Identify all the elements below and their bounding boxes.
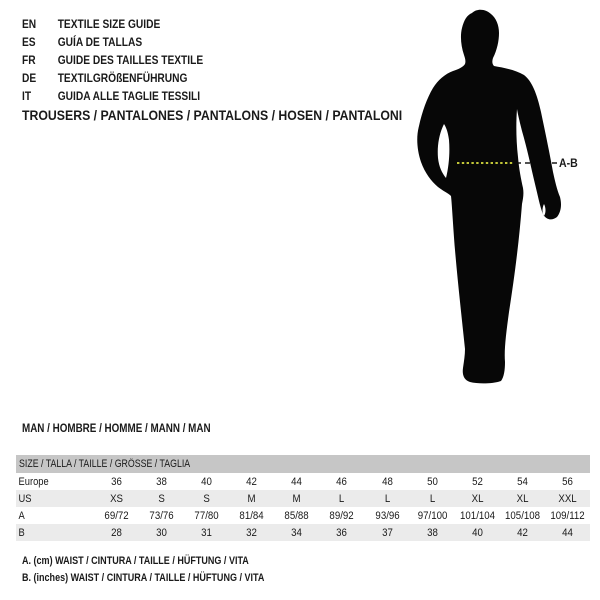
- table-cell: 34: [291, 526, 303, 539]
- table-cell: 85/88: [284, 509, 310, 522]
- table-cell: 44: [562, 526, 573, 539]
- language-code: EN: [22, 16, 37, 31]
- table-row: [16, 473, 590, 490]
- table-row: [16, 524, 590, 541]
- man-silhouette-icon: [400, 0, 600, 420]
- table-cell: 89/92: [329, 509, 355, 522]
- table-cell: XL: [471, 492, 484, 505]
- table-cell: 56: [562, 475, 573, 488]
- table-row: [16, 507, 590, 524]
- table-cell: 105/108: [504, 509, 540, 522]
- footnote-b: B. (inches) WAIST / CINTURA / TAILLE / HÜFTUNG / VITA: [22, 572, 265, 585]
- table-cell: L: [384, 492, 390, 505]
- table-cell: 46: [336, 475, 348, 488]
- language-label: TEXTILE SIZE GUIDE: [57, 16, 161, 31]
- table-cell: 40: [201, 475, 213, 488]
- table-cell: 36: [111, 475, 122, 488]
- table-cell: M: [292, 492, 301, 505]
- table-row: [16, 490, 590, 507]
- language-row: [22, 15, 203, 33]
- language-label: GUIDA ALLE TAGLIE TESSILI: [57, 88, 201, 103]
- table-cell: 109/112: [550, 509, 585, 522]
- table-cell: 44: [291, 475, 303, 488]
- table-cell: S: [158, 492, 165, 505]
- table-header: [16, 455, 590, 473]
- footnotes: [22, 552, 318, 587]
- language-row: [22, 51, 203, 69]
- gender-label: MAN / HOMBRE / HOMME / MANN / MAN: [22, 421, 211, 435]
- language-list: [22, 15, 235, 104]
- size-table: [16, 455, 590, 541]
- table-cell: 36: [336, 526, 348, 539]
- language-row: [22, 87, 203, 105]
- table-cell: 37: [381, 526, 393, 539]
- language-row: [22, 69, 203, 87]
- table-cell: 38: [156, 475, 168, 488]
- language-row: [22, 33, 203, 51]
- table-cell: 52: [471, 475, 483, 488]
- table-cell: 77/80: [194, 509, 219, 522]
- row-label: B: [18, 526, 25, 539]
- table-cell: 42: [246, 475, 258, 488]
- measure-label: A-B: [559, 156, 578, 170]
- table-cell: M: [247, 492, 256, 505]
- language-label: GUIDE DES TAILLES TEXTILE: [57, 52, 204, 67]
- language-label: GUÍA DE TALLAS: [57, 34, 143, 49]
- table-cell: 40: [471, 526, 483, 539]
- table-cell: 81/84: [239, 509, 264, 522]
- language-code: IT: [22, 88, 32, 103]
- table-cell: 54: [517, 475, 528, 488]
- row-label: Europe: [18, 475, 49, 488]
- table-cell: 69/72: [104, 509, 129, 522]
- row-label: A: [18, 509, 25, 522]
- table-cell: L: [429, 492, 435, 505]
- table-body: [16, 473, 590, 541]
- table-cell: 93/96: [374, 509, 400, 522]
- language-code: DE: [22, 70, 37, 85]
- language-code: FR: [22, 52, 36, 67]
- table-cell: 50: [426, 475, 438, 488]
- table-cell: 28: [111, 526, 122, 539]
- table-header-label: SIZE / TALLA / TAILLE / GRÖSSE / TAGLIA: [19, 458, 191, 470]
- table-cell: 38: [426, 526, 438, 539]
- table-cell: L: [339, 492, 345, 505]
- language-label: TEXTILGRÖßENFÜHRUNG: [57, 70, 188, 85]
- table-cell: 42: [517, 526, 528, 539]
- table-cell: 48: [381, 475, 393, 488]
- table-cell: XXL: [558, 492, 577, 505]
- table-cell: XL: [516, 492, 529, 505]
- category-title: TROUSERS / PANTALONES / PANTALONS / HOSEN / PANTALONI: [22, 108, 403, 123]
- table-cell: S: [203, 492, 210, 505]
- row-label: US: [18, 492, 32, 505]
- table-cell: 32: [246, 526, 258, 539]
- language-code: ES: [22, 34, 36, 49]
- man-body-shape: [417, 10, 561, 384]
- table-cell: 101/104: [459, 509, 495, 522]
- table-cell: XS: [110, 492, 124, 505]
- footnote-a: A. (cm) WAIST / CINTURA / TAILLE / HÜFTUNG / VITA: [22, 554, 249, 567]
- table-cell: 97/100: [417, 509, 448, 522]
- table-cell: 30: [156, 526, 168, 539]
- table-cell: 73/76: [149, 509, 174, 522]
- table-cell: 31: [201, 526, 213, 539]
